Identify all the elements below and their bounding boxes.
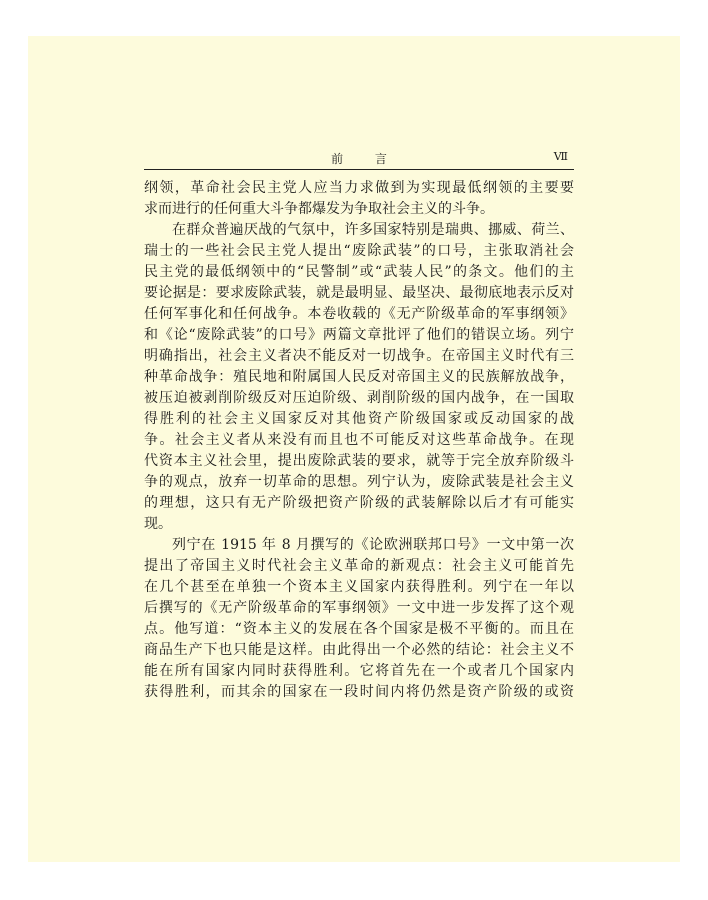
- text-line: 要论据是：要求废除武装，就是最明显、最坚决、最彻底地表示反对: [144, 285, 574, 301]
- text-line: 的理想，这只有无产阶级把资产阶级的武装解除以后才有可能实: [144, 495, 574, 511]
- text-line: 得胜利的社会主义国家反对其他资产阶级国家或反动国家的战: [144, 411, 574, 427]
- text-line: 纲领，革命社会民主党人应当力求做到为实现最低纲领的主要要: [144, 180, 574, 196]
- text-line: 在群众普遍厌战的气氛中，许多国家特别是瑞典、挪威、荷兰、: [172, 222, 574, 238]
- text-line: 现。: [144, 516, 172, 532]
- header-title: 前 言: [331, 152, 401, 166]
- text-line: 代资本主义社会里，提出废除武装的要求，就等于完全放弃阶级斗: [144, 453, 574, 469]
- header-rule: [144, 169, 574, 170]
- text-line: 点。他写道：“资本主义的发展在各个国家是极不平衡的。而且在: [144, 621, 574, 637]
- text-line: 列宁在 1915 年 8 月撰写的《论欧洲联邦口号》一文中第一次: [172, 537, 574, 553]
- text-line: 和《论“废除武装”的口号》两篇文章批评了他们的错误立场。列宁: [144, 327, 574, 343]
- text-line: 种革命战争：殖民地和附属国人民反对帝国主义的民族解放战争，: [144, 369, 574, 385]
- text-line: 求而进行的任何重大斗争都爆发为争取社会主义的斗争。: [144, 201, 494, 217]
- running-header: [144, 150, 574, 170]
- text-line: 明确指出，社会主义者决不能反对一切战争。在帝国主义时代有三: [144, 348, 574, 364]
- text-line: 商品生产下也只能是这样。由此得出一个必然的结论：社会主义不: [144, 642, 574, 658]
- text-line: 被压迫被剥削阶级反对压迫阶级、剥削阶级的国内战争，在一国取: [144, 390, 574, 406]
- text-line: 后撰写的《无产阶级革命的军事纲领》一文中进一步发挥了这个观: [144, 600, 574, 616]
- text-line: 获得胜利，而其余的国家在一段时间内将仍然是资产阶级的或资: [144, 684, 574, 700]
- text-line: 在几个甚至在单独一个资本主义国家内获得胜利。列宁在一年以: [144, 579, 574, 595]
- text-line: 瑞士的一些社会民主党人提出“废除武装”的口号，主张取消社会: [144, 243, 574, 259]
- page-number: Ⅶ: [553, 150, 568, 163]
- text-line: 提出了帝国主义时代社会主义革命的新观点：社会主义可能首先: [144, 558, 574, 574]
- text-line: 任何军事化和任何战争。本卷收载的《无产阶级革命的军事纲领》: [144, 306, 574, 322]
- text-line: 能在所有国家内同时获得胜利。它将首先在一个或者几个国家内: [144, 663, 574, 679]
- text-line: 争。社会主义者从来没有而且也不可能反对这些革命战争。在现: [144, 432, 574, 448]
- text-line: 民主党的最低纲领中的“民警制”或“武装人民”的条文。他们的主: [144, 264, 574, 280]
- text-line: 争的观点，放弃一切革命的思想。列宁认为，废除武装是社会主义: [144, 474, 574, 490]
- body-text: [144, 178, 574, 703]
